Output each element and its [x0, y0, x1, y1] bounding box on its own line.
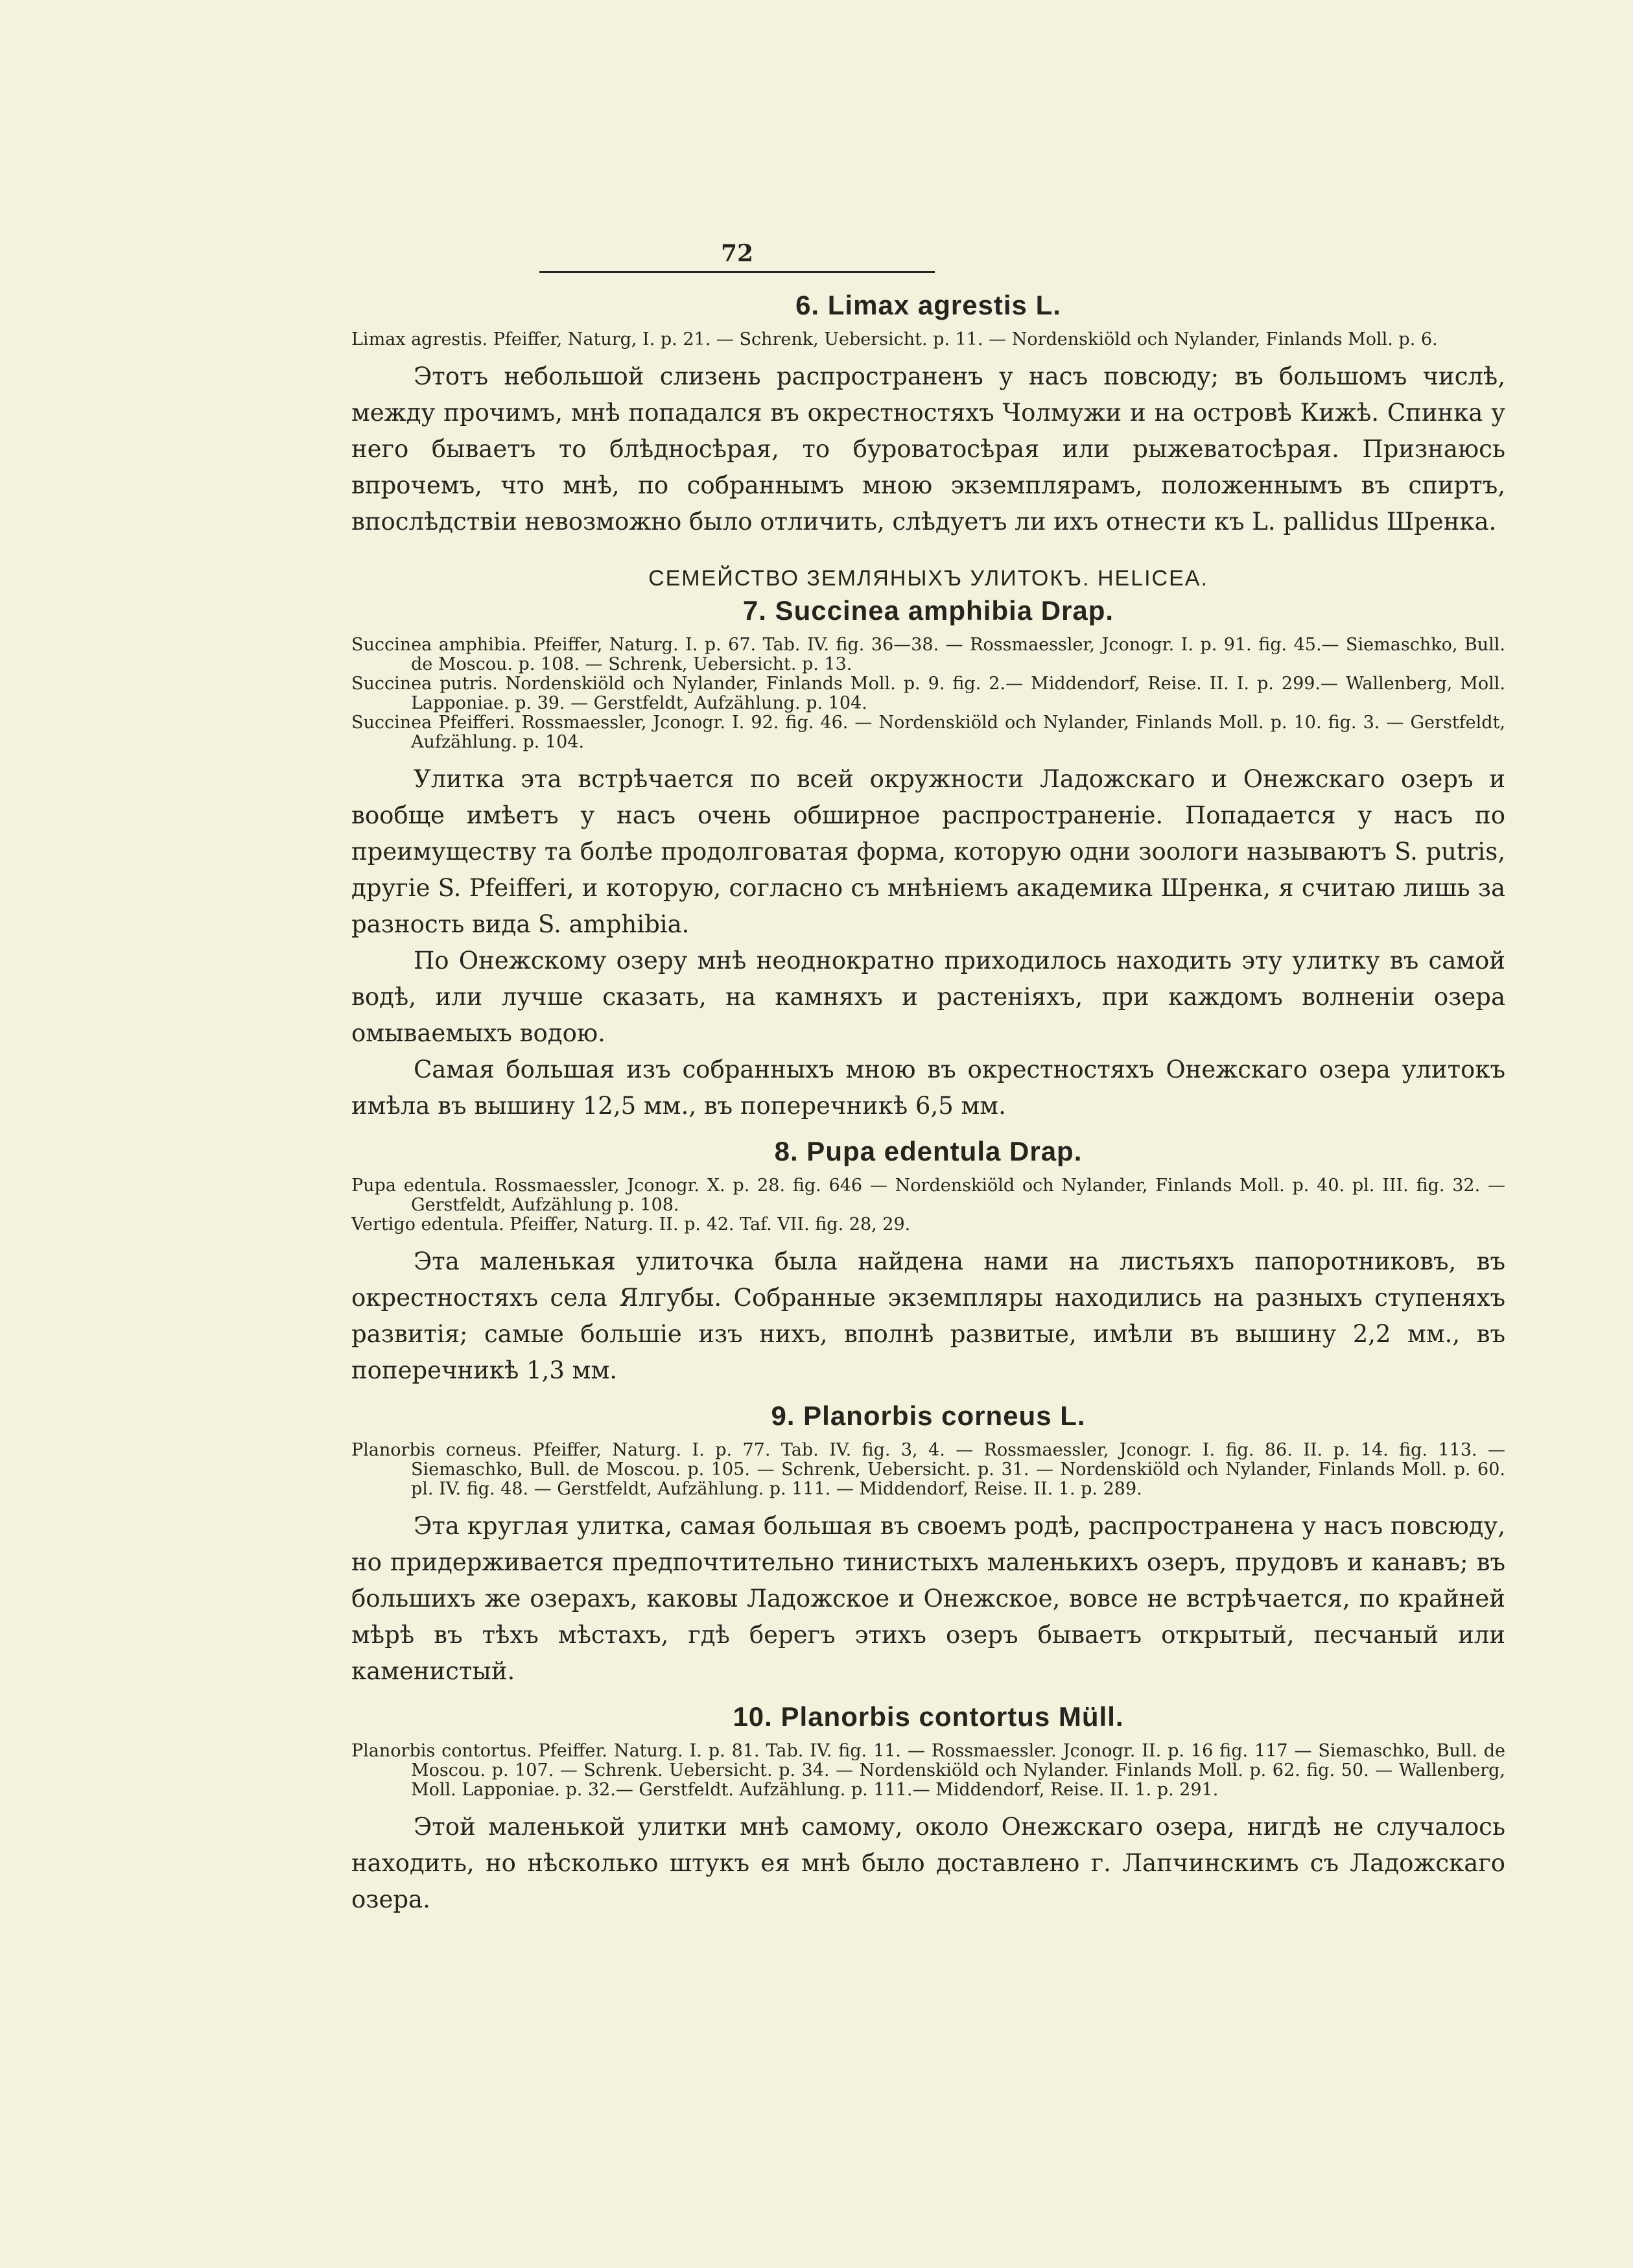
reference: Vertigo edentula. Pfeiffer, Naturg. II. p. 42. Taf. VII. fig. 28, 29.	[351, 1214, 911, 1234]
references	[351, 1441, 1505, 1499]
page-number: 72	[539, 240, 935, 273]
family-title: СЕМЕЙСТВО ЗЕМЛЯНЫХЪ УЛИТОКЪ. HELICEA.	[648, 566, 1208, 591]
references	[351, 635, 1505, 752]
reference: Succinea putris. Nordenskiöld och Nylander, Finlands Moll. p. 9. fig. 2.— Middendorf, Reise. II. I. p. 299.— Wallenberg, Moll. Lapponiae. p. 39. — Gerstfeldt, Aufzählung. p. 104.	[351, 674, 1505, 713]
section-limax	[351, 290, 1505, 540]
section-planorbis-corneus	[351, 1400, 1505, 1690]
paragraph: По Онежскому озеру мнѣ неоднократно приходилось находить эту улитку въ самой водѣ, или лучше сказать, на камняхъ и растеніяхъ, при каждомъ волненіи озера омываемыхъ водою.	[351, 947, 1505, 1047]
paragraph: Этотъ небольшой слизень распространенъ у насъ повсюду; въ большомъ числѣ, между прочимъ, мнѣ попадался въ окрестностяхъ Чолмужи и на островѣ Кижѣ. Спинка у него бываетъ то блѣдносѣрая, то буроватосѣрая или рыжеватосѣрая. Признаюсь впрочемъ, что мнѣ, по собраннымъ мною экземплярамъ, положеннымъ въ спиртъ, впослѣдствіи невозможно было отличить, слѣдуетъ ли ихъ отнести къ L. pallidus Шренка.	[351, 362, 1505, 536]
section-succinea	[351, 566, 1505, 1124]
species-title: 6. Limax agrestis L.	[795, 290, 1061, 320]
reference: Limax agrestis. Pfeiffer, Naturg, I. p. 21. — Schrenk, Uebersicht. p. 11. — Nordenskiöld och Nylander, Finlands Moll. p. 6.	[351, 329, 1438, 349]
species-title: 7. Succinea amphibia Drap.	[742, 595, 1114, 626]
references	[351, 330, 1505, 349]
references	[351, 1176, 1505, 1234]
section-pupa	[351, 1136, 1505, 1389]
species-title: 9. Planorbis corneus L.	[771, 1400, 1086, 1431]
references	[351, 1742, 1505, 1800]
paragraph: Самая большая изъ собранныхъ мною въ окрестностяхъ Онежскаго озера улитокъ имѣла въ вышину 12,5 мм., въ поперечникѣ 6,5 мм.	[351, 1056, 1505, 1120]
species-title: 8. Pupa edentula Drap.	[774, 1136, 1083, 1166]
paragraph: Этой маленькой улитки мнѣ самому, около Онежскаго озера, нигдѣ не случалось находить, но нѣсколько штукъ ея мнѣ было доставлено г. Лапчинскимъ съ Ладожскаго озера.	[351, 1813, 1505, 1913]
reference: Planorbis contortus. Pfeiffer. Naturg. I. p. 81. Tab. IV. fig. 11. — Rossmaessler. Jconogr. II. p. 16 fig. 117 — Siemaschko, Bull. de Moscou. p. 107. — Schrenk. Uebersicht. p. 34. — Nordenskiöld och Nylander. Finlands Moll. p. 62. fig. 50. — Wallenberg, Moll. Lapponiae. p. 32.— Gerstfeldt. Aufzählung. p. 111.— Middendorf, Reise. II. 1. p. 291.	[351, 1741, 1505, 1800]
paragraph: Эта маленькая улиточка была найдена нами на листьяхъ папоротниковъ, въ окрестностяхъ села Ялгубы. Собранные экземпляры находились на разныхъ ступеняхъ развитія; самые большіе изъ нихъ, вполнѣ развитые, имѣли въ вышину 2,2 мм., въ поперечникѣ 1,3 мм.	[351, 1247, 1505, 1384]
reference: Succinea Pfeifferi. Rossmaessler, Jconogr. I. 92. fig. 46. — Nordenskiöld och Nylander, Finlands Moll. p. 10. fig. 3. — Gerstfeldt, Aufzählung. p. 104.	[351, 713, 1505, 752]
section-planorbis-contortus	[351, 1701, 1505, 1918]
reference: Succinea amphibia. Pfeiffer, Naturg. I. p. 67. Tab. IV. fig. 36—38. — Rossmaessler, Jconogr. I. p. 91. fig. 45.— Siemaschko, Bull. de Moscou. p. 108. — Schrenk, Uebersicht. p. 13.	[351, 635, 1505, 674]
reference: Pupa edentula. Rossmaessler, Jconogr. X. p. 28. fig. 646 — Nordenskiöld och Nylander, Finlands Moll. p. 40. pl. III. fig. 32. — Gerstfeldt, Aufzählung p. 108.	[351, 1175, 1505, 1215]
reference: Planorbis corneus. Pfeiffer, Naturg. I. p. 77. Tab. IV. fig. 3, 4. — Rossmaessler, Jconogr. I. fig. 86. II. p. 14. fig. 113. — Siemaschko, Bull. de Moscou. p. 105. — Schrenk, Uebersicht. p. 31. — Nordenskiöld och Nylander, Finlands Moll. p. 60. pl. IV. fig. 48. — Gerstfeldt, Aufzählung. p. 111. — Middendorf, Reise. II. 1. p. 289.	[351, 1440, 1505, 1499]
species-title: 10. Planorbis contortus Müll.	[733, 1701, 1124, 1732]
paragraph: Эта круглая улитка, самая большая въ своемъ родѣ, распространена у насъ повсюду, но придерживается предпочтительно тинистыхъ маленькихъ озеръ, прудовъ и канавъ; въ большихъ же озерахъ, каковы Ладожское и Онежское, вовсе не встрѣчается, по крайней мѣрѣ въ тѣхъ мѣстахъ, гдѣ берегъ этихъ озеръ бываетъ открытый, песчаный или каменистый.	[351, 1512, 1505, 1685]
paragraph: Улитка эта встрѣчается по всей окружности Ладожскаго и Онежскаго озеръ и вообще имѣетъ у насъ очень обширное распространеніе. Попадается у насъ по преимуществу та болѣе продолговатая форма, которую одни зоологи называютъ S. putris, другіе S. Pfeifferi, и которую, согласно съ мнѣніемъ академика Шренка, я считаю лишь за разность вида S. amphibia.	[351, 765, 1505, 938]
page	[351, 240, 1505, 1918]
